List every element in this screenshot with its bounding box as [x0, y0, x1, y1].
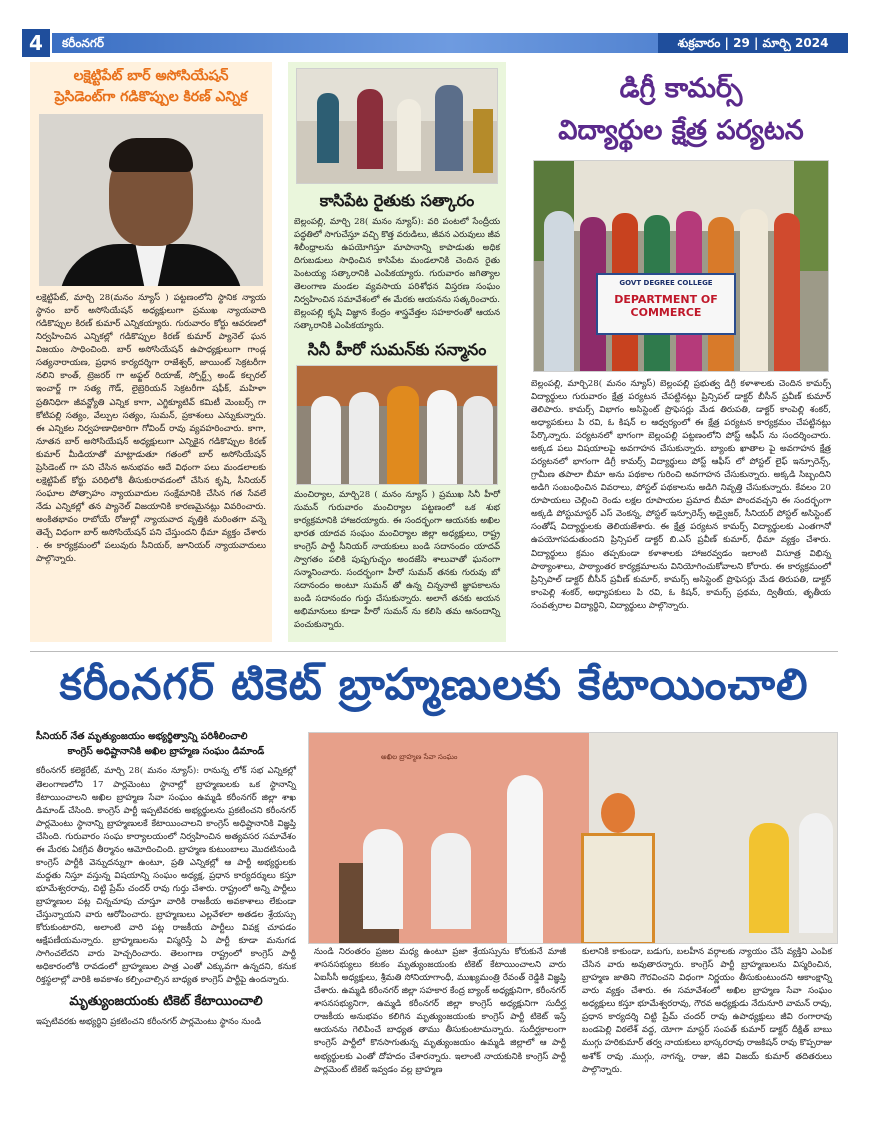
banner-line-3: COMMERCE: [630, 305, 702, 319]
subheads: [30, 730, 302, 759]
main-headline: కరీంనగర్ టికెట్ బ్రాహ్మణులకు కేటాయించాలి: [59, 660, 809, 710]
article-body: కరీంనగర్ కలెక్టరేట్, మార్చి 28( మనం న్యూస్): రానున్న లోక్ సభ ఎన్నికల్లో తెలంగాణలోని 17 పార్లమెంటు స్థానాల్లో బ్రాహ్మణులకు ఒక స్థానాన్ని కేటాయించాలని అఖిల బ్రాహ్మణ సేవా సంఘం ఉమ్మడి కరీంనగర్ జిల్లా శాఖ డిమాండ్ చేసింది. కాంగ్రెస్ పార్టీ ఇప్పటివరకు అభ్యర్థులను ప్రకటించని కరీంనగర్ పార్లమెంటు స్థానాన్ని బ్రాహ్మణులకే కేటాయించాలని కాంగ్రెస్ అధిష్టానానికి విజ్ఞప్తి చేసింది. గురువారం సంఘ కార్యాలయంలో నిర్వహించిన అత్యవసర సమావేశం ఈ మేరకు ఏకగ్రీవ తీర్మానం ఆమోదించింది. బ్రాహ్మణ కుటుంబాలు మొదటినుండి కాంగ్రెస్ పార్టీకి వెన్నుదన్నుగా ఉంటూ, ప్రతి ఎన్నికల్లో ఆ పార్టీ అభ్యర్థులకు మద్దతు నిస్తూ వస్తున్న విషయాన్ని సంఘం అధ్యక్ష, ప్రధాన కార్యదర్శులు కస్తూ భూమేశ్వరరావు, చిట్టి ప్రేమ్ చందర్ రావు గుర్తు చేశారు. రాష్ట్రంలో అన్ని పార్టీలు బ్రాహ్మణుల పట్ల చిన్నచూపు చూస్తూ వారికి రాజకీయ అవకాశాలు లేకుండా చేస్తున్నాయని వారు ఆరోపించారు. బ్రాహ్మణులు ఎల్లవేళలా అతడల శ్రేయస్సు కోరుకుంటారని, అలాంటి వారి పట్ల రాజకీయ పార్టీలు వివక్ష చూపడం ఆక్షేపణీయమన్నారు. బ్రాహ్మణులను విస్మరిస్తే ఏ పార్టీ కూడా మనుగడ సాగించలేదని వారు హెచ్చరించారు. తెలంగాణ రాష్ట్రంలో కాంగ్రెస్ పార్టీ అధికారంలోకి రావడంలో బ్రాహ్మణుల పాత్ర ఎంతో ఎక్కువగా ఉన్నదని, కనుక రిక్తస్థలాల్లో వారికి అవకాశం కల్పించాల్సిన బాధ్యత కాంగ్రెస్ పార్టీపై ఉందన్నారు.: [36, 766, 296, 986]
banner: [596, 273, 736, 335]
photo-hair: [109, 138, 193, 172]
farmer-felicitation-photo: [296, 68, 498, 184]
hall-banner-caption: అఖిల బ్రాహ్మణ సేవా సంఘం: [381, 753, 458, 761]
headline-line-2: ప్రెసిడెంట్‌గా గడికొప్పుల కిరణ్ ఎన్నిక: [54, 89, 248, 105]
section-city: కరీంనగర్: [62, 36, 105, 50]
article-column-middle: [288, 62, 506, 642]
article-headline: [525, 62, 837, 152]
article-headline: [30, 62, 272, 108]
page-number: 4: [22, 29, 50, 57]
students-group-photo: [533, 160, 829, 372]
main-story-column-2: [308, 946, 572, 1077]
article-body: నుండి నిరంతరం ప్రజల మధ్య ఉంటూ ప్రజా శ్రేయస్సును కోరుకునే మాజీ శాసనసభ్యులు కటకం మృత్యుంజయంకు టికెట్ కేటాయించాలని వారు ఏఐసీసీ అధ్యక్షులు, శ్రీమతి సోనియాగాంధీ, ముఖ్యమంత్రి రేవంత్ రెడ్డికి విజ్ఞప్తి చేశారు. ఉమ్మడి కరీంనగర్ జిల్లా సహకార కేంద్ర బ్యాంక్ అధ్యక్షునిగా, కరీంనగర్ శాసనసభ్యునిగా, ఉమ్మడి కరీంనగర్ జిల్లా కాంగ్రెస్ అధ్యక్షునిగా సుదీర్ఘ రాజకీయ అనుభవం కలిగిన మృత్యుంజయంకు కాంగ్రెస్ పార్టీ టికెట్ ఇస్తే ఆయనను గెలిపించే బాధ్యత తాము తీసుకుంటామన్నారు. సుదీర్ఘకాలంగా కాంగ్రెస్ పార్టీలో కొనసాగుతున్న మృత్యుంజయం ఉమ్మడి జిల్లాలో ఆ పార్టీ అభ్యర్థులకు ఎంతో దోహదం చేశారన్నారు. ఇలాంటి నాయకునికి కాంగ్రెస్ పార్టీ పార్లమెంట్ టికెట్ ఇవ్వడం వల్ల బ్రాహ్మణ: [314, 947, 566, 1075]
article-body: కులానికి కాకుండా, బడుగు, బలహీన వర్గాలకు న్యాయం చేసే వ్యక్తిని ఎంపిక చేసిన వారు అవుతారన్నారు. కాంగ్రెస్ పార్టీ బ్రాహ్మణులను విస్మరించిన, బ్రాహ్మణ జాతిని గౌరవించని విధంగా నిర్ణయం తీసుకుంటుందని ఆకాంక్షాన్ని వారు వ్యక్తం చేశారు. ఈ సమావేశంలో అఖిల బ్రాహ్మణ సేవా సంఘం అధ్యక్షులు కస్తూ భూమేశ్వరరావు, గౌరవ అధ్యక్షుడు నేదునూరి వామన్ రావు, ప్రధాన కార్యదర్శి చిట్టి ప్రేమ్ చందర్ రావు ఉపాధ్యక్షులు జీవి రంగారావు బండపెల్లి విఠలేశ్ వద్ద, యోగా మాస్టర్ సంపత్ కుమార్ డాక్టర్ దీక్షిత్ బాబు ముగ్గు హరికుమార్ తర్వ నాయకులు భాస్కరరావు రాజకిషన్ రావు కొప్పరాజు అశోక్ రావు .ముగ్గు, నాగన్న, రాజు, జీవి విజయ్ కుమార్ తదితరులు పాల్గొన్నారు.: [582, 947, 832, 1075]
article-body: బెల్లంపల్లి, మార్చి 28( మనం న్యూస్): వరి పంటలో సేంద్రీయ పద్ధతిలో సాగుచేస్తూ వచ్చి కొత్త వరుడిలు, జీవన ఎరువులు జీవ శిలీంధ్రాలను ఉపయోగిస్తూ మాపానాన్ని కాపాడుతు అధిక దిగుబడులు సాధించిన కాసిపేట మండలానికి చెందిన రైతు పెంటయ్య సత్కారానికి ఎంపికయ్యారు. గురువారం జగిత్యాల తెలంగాణ మండల వ్యవసాయ పరిశోధన విస్తరణ సంఘం నిర్వహించిన సమావేశంలో ఈ మేరకు ఆయనను సత్కరించారు. బెల్లంపల్లి కృషి విజ్ఞాన కేంద్రం శాస్త్రవేత్తల సహకారంతో ఆయన సత్కారానికి ఎంపికయ్యారు.: [294, 216, 501, 332]
article-body: మంచిర్యాల, మార్చి28 ( మనం న్యూస్ ) ప్రముఖ సినీ హీరో సుమన్ గురువారం మంచిర్యాల పట్టణంలో ఒక శుభ కార్యక్రమానికి హాజరయ్యారు. ఈ సందర్భంగా ఆయనకు అఖిల భారత యాదవ సంఘం మంచిర్యాల జిల్లా అధ్యక్షులు, రాష్ట్ర కాంగ్రెస్ పార్టీ సీనియర్ నాయకులు బండి సదానందం యాదవ్ స్వాగతం పలికి పుష్పగుచ్ఛం అందజేసి శాలువాతో ఘనంగా సన్మానించారు. సందర్భంగా హీరో సుమన్ తనకు గురువు బో సదానందం అంటూ సుమన్ తో ఉన్న చిన్ననాటి జ్ఞాపకాలను బండి సదానందం గుర్తు చేసుకున్నారు. అలాగే తనకు అయన అభిమానులు కూడా హీరో సుమన్ ను కలిసి తమ ఆనందాన్ని పంచుకున్నారు.: [294, 489, 500, 631]
article-degree-commerce: [525, 62, 837, 642]
article-body-tail: ఇప్పటివరకు అభ్యర్థిని ప్రకటించని కరీంనగర్ పార్లమెంటు స్థానం నుండి: [36, 1016, 262, 1027]
article-body: బెల్లంపల్లి, మార్చి28( మనం న్యూస్) బెల్లంపల్లి ప్రభుత్వ డిగ్రీ కళాశాలకు చెందిన కామర్స్ విద్యార్థులు గురువారం క్షేత్ర పర్యటన చేపట్టినట్లు ప్రిన్సిపల్ డాక్టర్ బీసీన్ ప్రవీణ్ కుమార్ తెలిపారు. కామర్స్ విభాగం అసిస్టెంట్ ప్రొఫెసర్లు మేడ తిరుపతి, డాక్టర్ కాంపెల్లి శంకర్, అధ్యాపకులు పి రవి, ఓ కిషన్ ల ఆధ్వర్యంలో ఈ క్షేత్ర పర్యటన కార్యక్రమం చేపట్టినట్లు పేర్కొన్నారు. పర్యటనలో భాగంగా బెల్లంపల్లి పట్టణంలోని పోస్ట్ ఆఫీస్ ను సందర్శించారు. అక్కడ పలు విషయాలపై అవగాహన చేసుకున్నారు. బ్యాంకు ఖాతాల పై అవగాహన క్షేత్ర పర్యటనలో భాగంగా డిగ్రీ కామర్స్ విద్యార్థులు పోస్ట్ ఆఫీస్ లో పోస్టల్ లైఫ్ ఇన్సూరెన్స్, గ్రామీణ తపాలా బీమా అను పథకాల గురించి అవగాహన చేసుకున్నారు. అక్కడి సిబ్బందిని అడిగి సంబంధించిన వివరాలు, పోస్టల్ పథకాలను అడిగి నివృత్తి చేసుకున్నారు. కేవలం 20 రూపాయలు చెల్లించి రెండు లక్షల రూపాయల ప్రమాద బీమా పొందవచ్చని ఈ సందర్భంగా అక్కడి పోస్టుమాస్టర్ ఎస్ వెంకన్న, పోస్టల్ ఇన్సూరెన్స్ అడ్వైజర్, సీనియర్ పోస్టల్ అసిస్టెంట్ సంతోష్ విద్యార్థులకు తెలియజేశారు. ఈ క్షేత్ర పర్యటన కామర్స్ విద్యార్థులకు ఎంతగానో ఉపయోగపడుతుందని ప్రిన్సిపల్ డాక్టర్ బి.ఎస్ ప్రవీణ్ కుమార్, ధీమా వ్యక్తం చేశారు. విద్యార్థులు క్రమం తప్పకుండా కళాశాలకు హాజరవ్వడం ఇలాంటి విసూత్ర విభిన్న పాఠ్యాంశాలు, పాఠ్యాంతర కార్యక్రమాలను వినియోగించుకోవాలని కోరారు. ఈ కార్యక్రమంలో ప్రిన్సిపాల్ డాక్టర్ బీసీన్ ప్రవీణ్ కుమార్, కామర్స్ అసిస్టెంట్ ప్రొఫెసర్లు మేడ తిరుపతి, డాక్టర్ కాంపెల్లి శంకర్, అధ్యాపకులు పి రవి, ఓ కిషన్, కామర్స్ ప్రథమ, ద్వితీయ, తృతీయ సంవత్సరాల విద్యార్థిని, విద్యార్థులు పాల్గొన్నారు.: [531, 378, 831, 611]
article-bar-association: [30, 62, 272, 642]
subhead-2: కాంగ్రెస్ అధిష్టానానికి అఖిల బ్రాహ్మణ సంఘం డిమాండ్: [67, 745, 265, 757]
headline-line-1: లక్షెట్టిపేట్ బార్ అసోసియేషన్: [73, 68, 229, 84]
section-divider: [30, 651, 838, 652]
main-story-column-3: [576, 946, 838, 1077]
page-header: [22, 29, 848, 57]
article-headline: కాసిపేట రైతుకు సత్కారం: [319, 191, 475, 210]
subhead-1: సీనియర్ నేత మృత్యుంజయం అభ్యర్థిత్వాన్ని పరిశీలించాలి: [36, 731, 248, 742]
headline-line-2: విద్యార్థుల క్షేత్ర పర్యటన: [558, 114, 804, 146]
banner-line-2: DEPARTMENT OF: [614, 292, 718, 306]
subhead-3: మృత్యుంజయంకు టికెట్ కేటాయించాలి: [69, 993, 263, 1009]
article-body: లక్షెట్టిపేట్, మార్చి 28(మనం న్యూస్ ) పట్టణంలోని స్థానిక న్యాయ స్థానం బార్ అసోసియేషన్ అధ్యక్షులుగా ప్రముఖ న్యాయవాది గడికొప్పుల కిరణ్ కుమార్ ఎన్నికయ్యారు. గురువారం కోర్టు ఆవరణలో నిర్వహించిన ఎన్నికల్లో గడికొప్పుల కిరణ్ కుమార్ ప్యానెల్ ఘన విజయం సాధించింది. బార్ అసోసియేషన్ ఉపాధ్యక్షులుగా గాండ్ల సత్యనారాయణ, ప్రధాన కార్యదర్శిగా రాజేశ్వర్, జాయింట్ సెక్రటరీగా నలిని కాంత్, ట్రెజరర్ గా అఫ్జల్ రియాజ్, స్పోర్ట్స్ అండ్ కల్చరల్ ఇంచార్జ్ గా సత్య గౌడ్, లైబ్రెరియన్ సెక్రటరీగా షఫీక్, మహిళా ప్రతినిధిగా జీవన్జ్యోతి ఎన్నిక కాగా, ఎగ్జిక్యూటివ్ కమిటీ మెంబర్స్ గా కోటిపల్లి సత్యం, వేల్పుల సత్యం, సుమన్, ప్రకాశంలు ఎన్నుకున్నారు. ఈ ఎన్నికల నిర్వహణాధికారిగా గోవింద్ రావు వ్యవహరించారు. కాగా, నూతన బార్ అసోసియేషన్ అధ్యక్షులుగా ఎన్నికైన గడికొప్పుల కిరణ్ కుమార్ మీడియాతో మాట్లాడుతూ గతంలో బార్ అసోసియేషన్ ప్రెసిడెంట్ గా పని చేసిన అనుభవం ఆదే విధంగా పలు మండలాలకు లక్షెట్టిపేట్ కోర్టు పరిధిలోకి తీసుకురావడంలో చేసిన కృషి, సీనియర్ సంఘాల పోత్సాహం న్యాయవాదుల సంక్షేమానికి చేసిన గత సేవలే నేడు ఎన్నికల్లో తన ప్యానెల్ విజయానికి కారణమైనట్లు వివరించారు. అంకితభావం రాబోయే రోజుల్లో న్యాయవాద వృత్తికి మరింతగా వన్నె తెచ్చే విధంగా బార్ అసోసియేషన్ పని చేస్తుందని ధీమా వ్యక్తం చేశారు . ఈ కార్యక్రమంలో పలువురు సీనియర్, జూనియర్ న్యాయవాదులు పాల్గొన్నారు.: [36, 293, 266, 565]
issue-date: శుక్రవారం | 29 | మార్చి 2024: [658, 33, 848, 53]
main-story-column-1: [30, 730, 302, 1029]
article-headline: సినీ హీరో సుమన్‌కు సన్మానం: [307, 340, 487, 360]
headline-line-1: డిగ్రీ కామర్స్: [619, 73, 743, 104]
portrait-photo: [39, 114, 263, 286]
banner-line-1: GOVT DEGREE COLLEGE: [619, 278, 713, 287]
hero-felicitation-photo: [296, 365, 498, 485]
meeting-photo: [308, 732, 838, 944]
